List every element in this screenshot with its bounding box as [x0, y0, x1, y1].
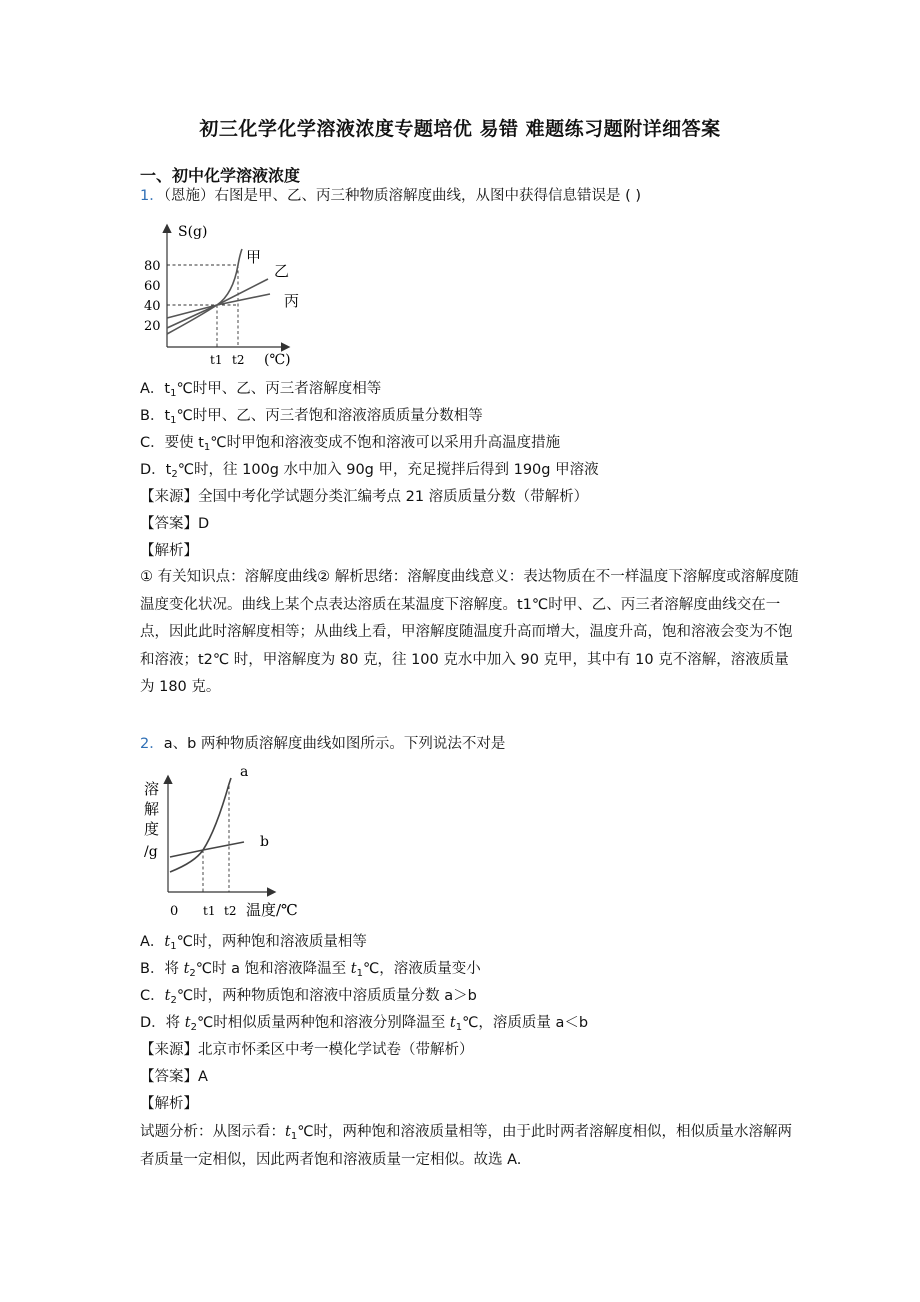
section-heading: 一、初中化学溶液浓度	[140, 166, 301, 185]
q1-x-unit: (℃)	[264, 352, 291, 368]
q1-analysis: ① 有关知识点：溶解度曲线② 解析思绪：溶解度曲线意义：表达物质在不一样温度下溶解度或溶解度随温度变化状况。曲线上某个点表达溶质在某温度下溶解度。t1℃时甲、乙、丙三者溶解度曲线交在一点，因此此时溶解度相等；从曲线上看，甲溶解度随温度升高而增大，温度升高，饱和溶液会变为不饱和溶液；t2℃ 时，甲溶解度为 80 克，往 100 克水中加入 90 克甲，其中有 10 克不溶解，溶液质量为 180 克。	[140, 569, 799, 695]
q1-stem	[140, 186, 641, 206]
q1-curve-yi	[167, 279, 268, 328]
q1-number: 1．	[140, 188, 164, 204]
q2-y-label-3: 度	[144, 820, 160, 838]
q2-label-b: b	[260, 834, 269, 850]
q2-option-b[interactable]: B．将 $t_2℃$时 a 饱和溶液降温至 $t_1℃$，溶液质量变小	[140, 961, 481, 979]
q1-ytick-80: 80	[144, 259, 161, 274]
q2-label-a: a	[240, 764, 249, 780]
q1-option-b[interactable]: B．$t_1℃$时甲、乙、丙三者饱和溶液溶质质量分数相等	[140, 408, 483, 426]
q1-stem-text: （恩施）右图是甲、乙、丙三种物质溶解度曲线，从图中获得信息错误是 ( )	[163, 188, 642, 204]
q2-xtick-t1: t1	[203, 904, 216, 918]
q1-curve-jia	[167, 249, 242, 334]
q1-option-c[interactable]: C．要使 $t_1℃$时甲饱和溶液变成不饱和溶液可以采用升高温度措施	[140, 435, 561, 453]
q1-label-jia: 甲	[246, 248, 262, 266]
q2-stem	[140, 734, 505, 754]
q2-stem-text: a、b 两种物质溶解度曲线如图所示。下列说法不对是	[163, 736, 506, 752]
q2-solubility-figure	[140, 762, 310, 924]
q1-ytick-40: 40	[144, 299, 161, 314]
q1-ytick-20: 20	[144, 319, 161, 334]
q2-number: 2．	[140, 736, 164, 752]
q2-answer: 【答案】A	[140, 1069, 208, 1085]
q2-y-label-1: 溶	[144, 780, 160, 798]
q2-option-c[interactable]: C．$t_2℃$时，两种物质饱和溶液中溶质质量分数 a＞b	[140, 988, 477, 1006]
q2-source: 【来源】北京市怀柔区中考一模化学试卷（带解析）	[140, 1042, 474, 1058]
q1-analysis-label: 【解析】	[140, 543, 198, 559]
q2-curve-a	[170, 778, 231, 872]
q1-ytick-60: 60	[144, 279, 161, 294]
q1-label-bing: 丙	[284, 292, 300, 310]
q1-label-yi: 乙	[274, 262, 290, 280]
q1-source: 【来源】全国中考化学试题分类汇编考点 21 溶质质量分数（带解析）	[140, 489, 589, 505]
q1-solubility-figure	[140, 216, 310, 372]
q1-answer: 【答案】D	[140, 516, 210, 532]
page-title: 初三化学化学溶液浓度专题培优 易错 难题练习题附详细答案	[199, 118, 721, 140]
q2-analysis-label: 【解析】	[140, 1096, 198, 1112]
q1-xtick-t2: t2	[232, 353, 245, 367]
q2-y-label-4: /g	[144, 844, 158, 860]
q1-xtick-t1: t1	[210, 353, 223, 367]
q2-option-d[interactable]: D．将 $t_2℃$时相似质量两种饱和溶液分别降温至 $t_1℃$，溶质质量 a＜b	[140, 1015, 589, 1033]
q2-analysis: 试题分析：从图示看：$t_1℃$时，两种饱和溶液质量相等，由于此时两者溶解度相似，相似质量水溶解两者质量一定相似，因此两者饱和溶液质量一定相似。故选 A.	[140, 1124, 792, 1168]
q2-x-label: 温度/℃	[246, 901, 298, 919]
q1-option-d[interactable]: D．$t_2℃$时，往 100g 水中加入 90g 甲，充足搅拌后得到 190g 甲溶液	[140, 462, 599, 480]
q1-y-label: S(g)	[178, 224, 208, 240]
q2-y-label-2: 解	[144, 800, 160, 818]
q2-option-a[interactable]: A．$t_1℃$时，两种饱和溶液质量相等	[140, 934, 367, 952]
q1-curve-bing	[167, 294, 270, 318]
q1-option-a[interactable]: A．$t_1℃$时甲、乙、丙三者溶解度相等	[140, 381, 382, 399]
q2-origin: 0	[170, 904, 179, 919]
q2-xtick-t2: t2	[224, 904, 237, 918]
